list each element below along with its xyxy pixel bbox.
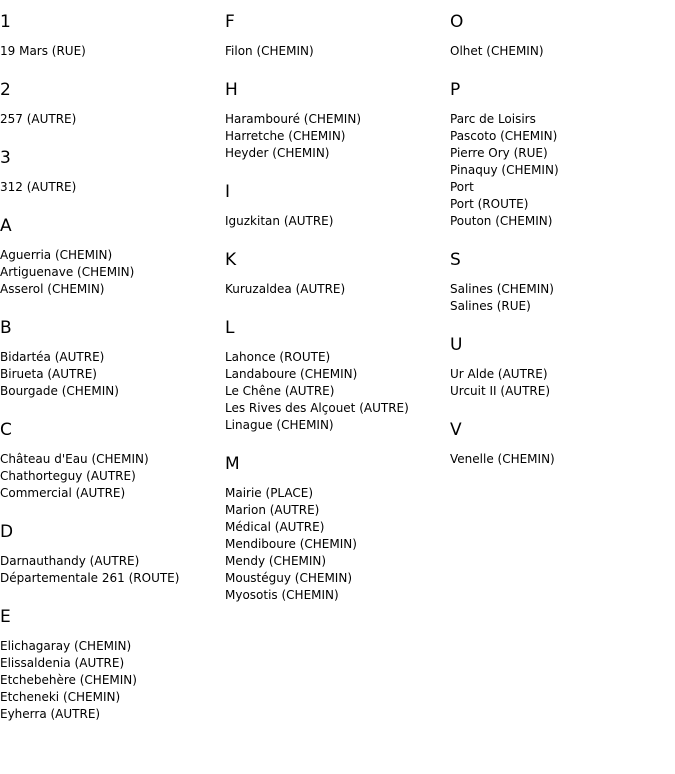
letter-group <box>0 522 225 587</box>
street-link[interactable]: Eyherra (AUTRE) <box>0 707 101 721</box>
letter-heading: L <box>225 318 235 338</box>
street-link[interactable]: 312 (AUTRE) <box>0 180 77 194</box>
street-link[interactable]: Harambouré (CHEMIN) <box>225 112 362 126</box>
letter-heading: 3 <box>0 148 11 168</box>
street-link[interactable]: Commercial (AUTRE) <box>0 486 126 500</box>
letter-heading: U <box>450 335 463 355</box>
street-link[interactable]: Aguerria (CHEMIN) <box>0 248 113 262</box>
letter-group <box>450 80 675 230</box>
letter-heading: 2 <box>0 80 11 100</box>
street-link[interactable]: Olhet (CHEMIN) <box>450 44 544 58</box>
letter-group <box>0 420 225 502</box>
street-link[interactable]: Urcuit II (AUTRE) <box>450 384 551 398</box>
street-link[interactable]: Salines (CHEMIN) <box>450 282 554 296</box>
street-list <box>0 247 225 298</box>
index-column <box>0 0 225 743</box>
street-link[interactable]: Les Rives des Alçouet (AUTRE) <box>225 401 409 415</box>
street-list <box>0 349 225 400</box>
street-link[interactable]: Pinaquy (CHEMIN) <box>450 163 559 177</box>
street-list <box>225 349 450 434</box>
street-link[interactable]: Parc de Loisirs <box>450 112 536 126</box>
street-link[interactable]: Harretche (CHEMIN) <box>225 129 346 143</box>
street-link[interactable]: Bidartéa (AUTRE) <box>0 350 105 364</box>
letter-heading: K <box>225 250 237 270</box>
street-link[interactable]: Lahonce (ROUTE) <box>225 350 331 364</box>
letter-group <box>0 318 225 400</box>
street-list <box>225 111 450 162</box>
street-list <box>0 451 225 502</box>
street-link[interactable]: Mendy (CHEMIN) <box>225 554 327 568</box>
street-link[interactable]: Mairie (PLACE) <box>225 486 314 500</box>
letter-group <box>0 148 225 196</box>
letter-group <box>225 182 450 230</box>
letter-heading: C <box>0 420 12 440</box>
street-list <box>0 638 225 723</box>
letter-group <box>225 250 450 298</box>
letter-heading: 1 <box>0 12 11 32</box>
letter-heading: H <box>225 80 238 100</box>
letter-heading: I <box>225 182 231 202</box>
letter-heading: F <box>225 12 235 32</box>
letter-heading: O <box>450 12 464 32</box>
street-list <box>0 179 225 196</box>
letter-group <box>0 607 225 723</box>
street-link[interactable]: Landaboure (CHEMIN) <box>225 367 358 381</box>
street-list <box>225 485 450 604</box>
street-link[interactable]: Pouton (CHEMIN) <box>450 214 553 228</box>
street-link[interactable]: Bourgade (CHEMIN) <box>0 384 119 398</box>
letter-heading: D <box>0 522 14 542</box>
letter-group <box>225 318 450 434</box>
street-link[interactable]: Mendiboure (CHEMIN) <box>225 537 357 551</box>
letter-group <box>225 12 450 60</box>
street-link[interactable]: Etchebehère (CHEMIN) <box>0 673 137 687</box>
street-link[interactable]: 257 (AUTRE) <box>0 112 77 126</box>
street-link[interactable]: Moustéguy (CHEMIN) <box>225 571 352 585</box>
street-list <box>0 43 225 60</box>
street-link[interactable]: Heyder (CHEMIN) <box>225 146 330 160</box>
letter-heading: E <box>0 607 11 627</box>
index-column <box>450 0 675 488</box>
letter-heading: A <box>0 216 12 236</box>
letter-group <box>0 80 225 128</box>
street-link[interactable]: Venelle (CHEMIN) <box>450 452 555 466</box>
street-link[interactable]: Birueta (AUTRE) <box>0 367 97 381</box>
letter-group <box>225 454 450 604</box>
street-link[interactable]: Linague (CHEMIN) <box>225 418 334 432</box>
street-link[interactable]: Pierre Ory (RUE) <box>450 146 548 160</box>
letter-group <box>450 420 675 468</box>
letter-group <box>0 216 225 298</box>
street-link[interactable]: Marion (AUTRE) <box>225 503 320 517</box>
street-link[interactable]: Médical (AUTRE) <box>225 520 325 534</box>
street-link[interactable]: Salines (RUE) <box>450 299 531 313</box>
street-link[interactable]: Kuruzaldea (AUTRE) <box>225 282 346 296</box>
street-link[interactable]: Filon (CHEMIN) <box>225 44 314 58</box>
street-list <box>0 553 225 587</box>
street-link[interactable]: Château d'Eau (CHEMIN) <box>0 452 149 466</box>
letter-group <box>450 335 675 400</box>
street-list <box>450 111 675 230</box>
letter-group <box>450 250 675 315</box>
street-link[interactable]: Pascoto (CHEMIN) <box>450 129 558 143</box>
street-link[interactable]: Elissaldenia (AUTRE) <box>0 656 125 670</box>
street-link[interactable]: Etcheneki (CHEMIN) <box>0 690 121 704</box>
street-link[interactable]: 19 Mars (RUE) <box>0 44 86 58</box>
street-link[interactable]: Port <box>450 180 474 194</box>
street-link[interactable]: Ur Alde (AUTRE) <box>450 367 548 381</box>
street-list <box>450 281 675 315</box>
street-list <box>450 366 675 400</box>
street-list <box>450 451 675 468</box>
street-list <box>225 43 450 60</box>
letter-heading: V <box>450 420 462 440</box>
street-link[interactable]: Asserol (CHEMIN) <box>0 282 105 296</box>
street-link[interactable]: Le Chêne (AUTRE) <box>225 384 335 398</box>
street-list <box>0 111 225 128</box>
index-column <box>225 0 450 624</box>
letter-group <box>0 12 225 60</box>
letter-group <box>450 12 675 60</box>
street-link[interactable]: Port (ROUTE) <box>450 197 529 211</box>
street-link[interactable]: Myosotis (CHEMIN) <box>225 588 339 602</box>
letter-heading: B <box>0 318 12 338</box>
street-link[interactable]: Iguzkitan (AUTRE) <box>225 214 334 228</box>
letter-group <box>225 80 450 162</box>
street-list <box>225 281 450 298</box>
letter-heading: S <box>450 250 461 270</box>
street-link[interactable]: Elichagaray (CHEMIN) <box>0 639 132 653</box>
street-link[interactable]: Départementale 261 (ROUTE) <box>0 571 180 585</box>
street-link[interactable]: Darnauthandy (AUTRE) <box>0 554 140 568</box>
street-link[interactable]: Chathorteguy (AUTRE) <box>0 469 136 483</box>
letter-heading: P <box>450 80 461 100</box>
street-list <box>225 213 450 230</box>
letter-heading: M <box>225 454 240 474</box>
street-link[interactable]: Artiguenave (CHEMIN) <box>0 265 135 279</box>
street-list <box>450 43 675 60</box>
